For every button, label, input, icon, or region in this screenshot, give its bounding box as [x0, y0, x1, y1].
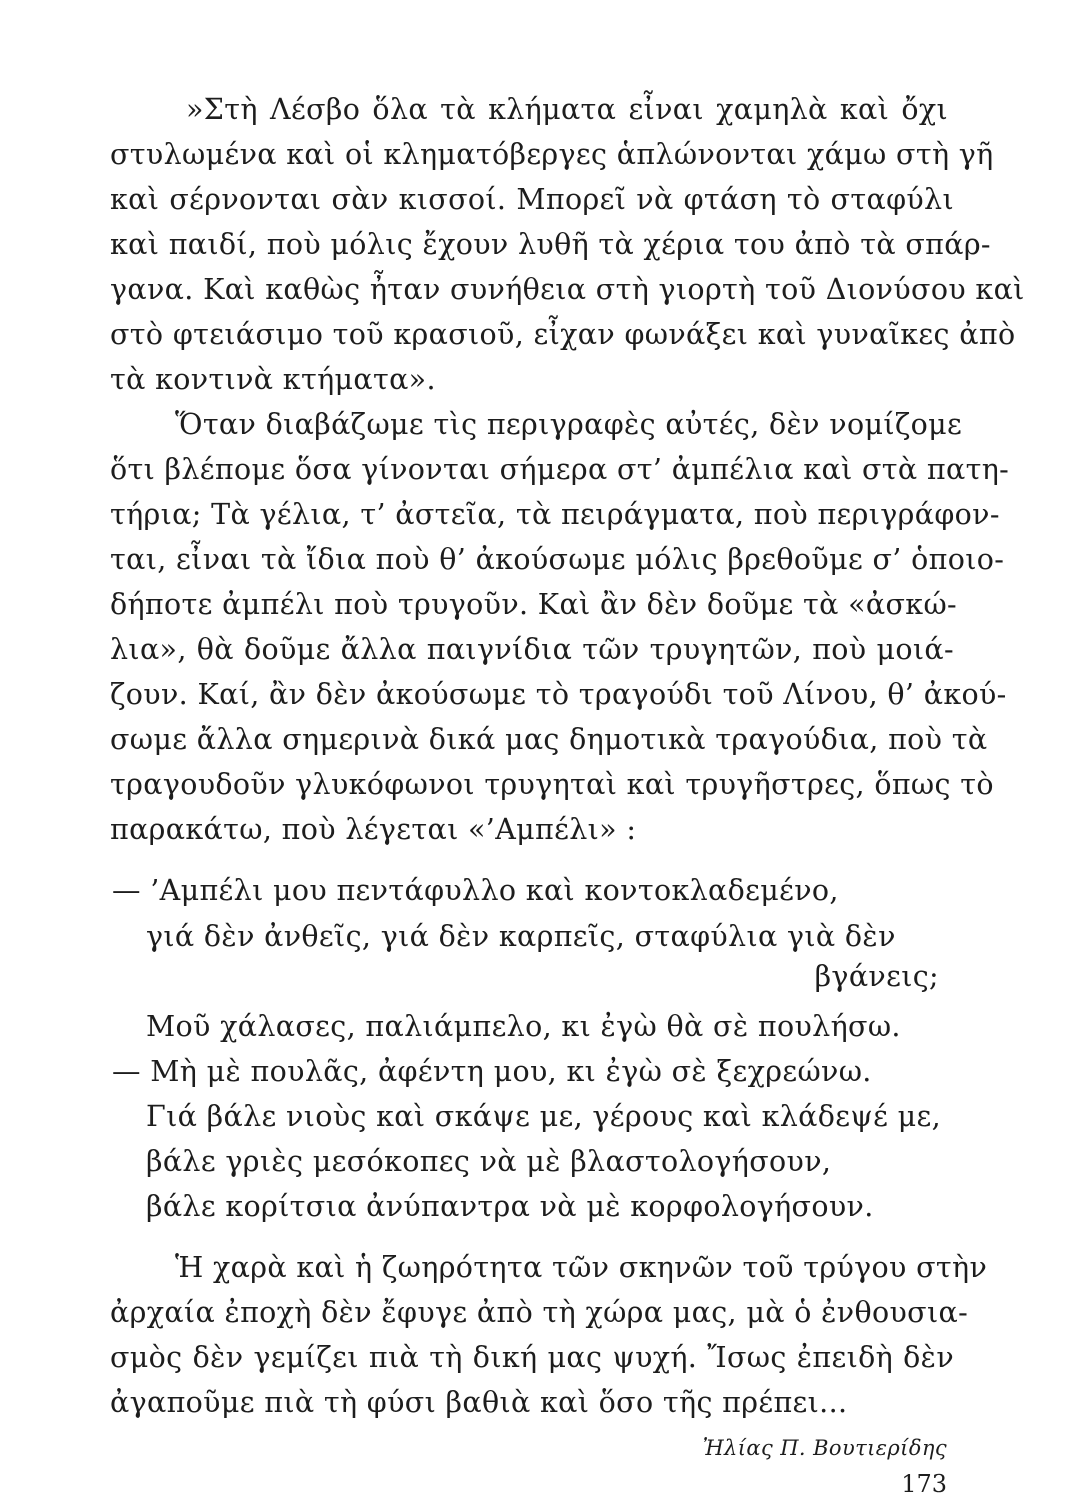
paragraph-2-line-10: παρακάτω, ποὺ λέγεται «’Αμπέλι» : — [110, 813, 637, 846]
poem-line-2-continuation: βγάνεις; — [814, 960, 939, 993]
poem-line-7: βάλε κορίτσια ἀνύπαντρα νὰ μὲ κορφολογήσουν. — [146, 1190, 874, 1223]
poem-line-4: — Μὴ μὲ πουλᾶς, ἀφέντη μου, κι ἐγὼ σὲ ξεχρεώνω. — [112, 1055, 872, 1088]
poem-line-6: βάλε γριὲς μεσόκοπες νὰ μὲ βλαστολογήσουν, — [146, 1145, 832, 1178]
paragraph-2-line-6: λια», θὰ δοῦμε ἄλλα παιγνίδια τῶν τρυγητῶν, ποὺ μοιά- — [110, 633, 954, 666]
paragraph-2-line-9: τραγουδοῦν γλυκόφωνοι τρυγηταὶ καὶ τρυγῆστρες, ὅπως τὸ — [110, 768, 994, 801]
paragraph-1-line-5: γανα. Καὶ καθὼς ἦταν συνήθεια στὴ γιορτὴ τοῦ Διονύσου καὶ — [110, 273, 1025, 306]
paragraph-3-line-3: σμὸς δὲν γεμίζει πιὰ τὴ δική μας ψυχή. Ἴσως ἐπειδὴ δὲν — [110, 1341, 954, 1374]
paragraph-3-line-2: ἀρχαία ἐποχὴ δὲν ἔφυγε ἀπὸ τὴ χώρα μας, μὰ ὁ ἐνθουσια- — [110, 1296, 969, 1329]
poem-line-2: γιά δὲν ἀνθεῖς, γιά δὲν καρπεῖς, σταφύλια γιὰ δὲν — [146, 920, 896, 953]
poem-line-1: — ’Αμπέλι μου πεντάφυλλο καὶ κοντοκλαδεμένο, — [112, 874, 839, 907]
paragraph-2-line-2: ὅτι βλέπομε ὅσα γίνονται σήμερα στ’ ἀμπέλια καὶ στὰ πατη- — [110, 453, 1010, 486]
paragraph-3-line-4: ἀγαποῦμε πιὰ τὴ φύσι βαθιὰ καὶ ὅσο τῆς πρέπει... — [110, 1386, 848, 1419]
paragraph-2-line-1: Ὅταν διαβάζωμε τὶς περιγραφὲς αὐτές, δὲν νομίζομε — [175, 408, 963, 441]
paragraph-2-line-3: τήρια; Τὰ γέλια, τ’ ἀστεῖα, τὰ πειράγματα, ποὺ περιγράφον- — [110, 498, 1000, 531]
paragraph-3-line-1: Ἡ χαρὰ καὶ ἡ ζωηρότητα τῶν σκηνῶν τοῦ τρύγου στὴν — [175, 1251, 988, 1284]
paragraph-1-line-6: στὸ φτειάσιμο τοῦ κρασιοῦ, εἶχαν φωνάξει καὶ γυναῖκες ἀπὸ — [110, 318, 1016, 351]
poem-line-5: Γιά βάλε νιοὺς καὶ σκάψε με, γέρους καὶ κλάδεψέ με, — [146, 1100, 942, 1133]
paragraph-1-line-3: καὶ σέρνονται σὰν κισσοί. Μπορεῖ νὰ φτάση τὸ σταφύλι — [110, 183, 954, 216]
paragraph-2-line-5: δήποτε ἀμπέλι ποὺ τρυγοῦν. Καὶ ἂν δὲν δοῦμε τὰ «ἀσκώ- — [110, 588, 958, 621]
paragraph-2-line-7: ζουν. Καί, ἂν δὲν ἀκούσωμε τὸ τραγούδι τοῦ Λίνου, θ’ ἀκού- — [110, 678, 1007, 711]
paragraph-1-line-7: τὰ κοντινὰ κτήματα». — [110, 363, 436, 396]
paragraph-2-line-8: σωμε ἄλλα σημερινὰ δικά μας δημοτικὰ τραγούδια, ποὺ τὰ — [110, 723, 988, 756]
paragraph-1-line-1: »Στὴ Λέσβο ὅλα τὰ κλήματα εἶναι χαμηλὰ καὶ ὄχι — [186, 93, 948, 126]
poem-line-3: Μοῦ χάλασες, παλιάμπελο, κι ἐγὼ θὰ σὲ πουλήσω. — [146, 1010, 901, 1043]
paragraph-2-line-4: ται, εἶναι τὰ ἴδια ποὺ θ’ ἀκούσωμε μόλις βρεθοῦμε σ’ ὁποιο- — [110, 543, 1005, 576]
paragraph-1-line-4: καὶ παιδί, ποὺ μόλις ἔχουν λυθῆ τὰ χέρια του ἀπὸ τὰ σπάρ- — [110, 228, 991, 261]
page-number: 173 — [901, 1470, 947, 1498]
author-signature: Ἠλίας Π. Βουτιερίδης — [702, 1436, 947, 1460]
paragraph-1-line-2: στυλωμένα καὶ οἱ κληματόβεργες ἁπλώνονται χάμω στὴ γῆ — [110, 138, 994, 171]
